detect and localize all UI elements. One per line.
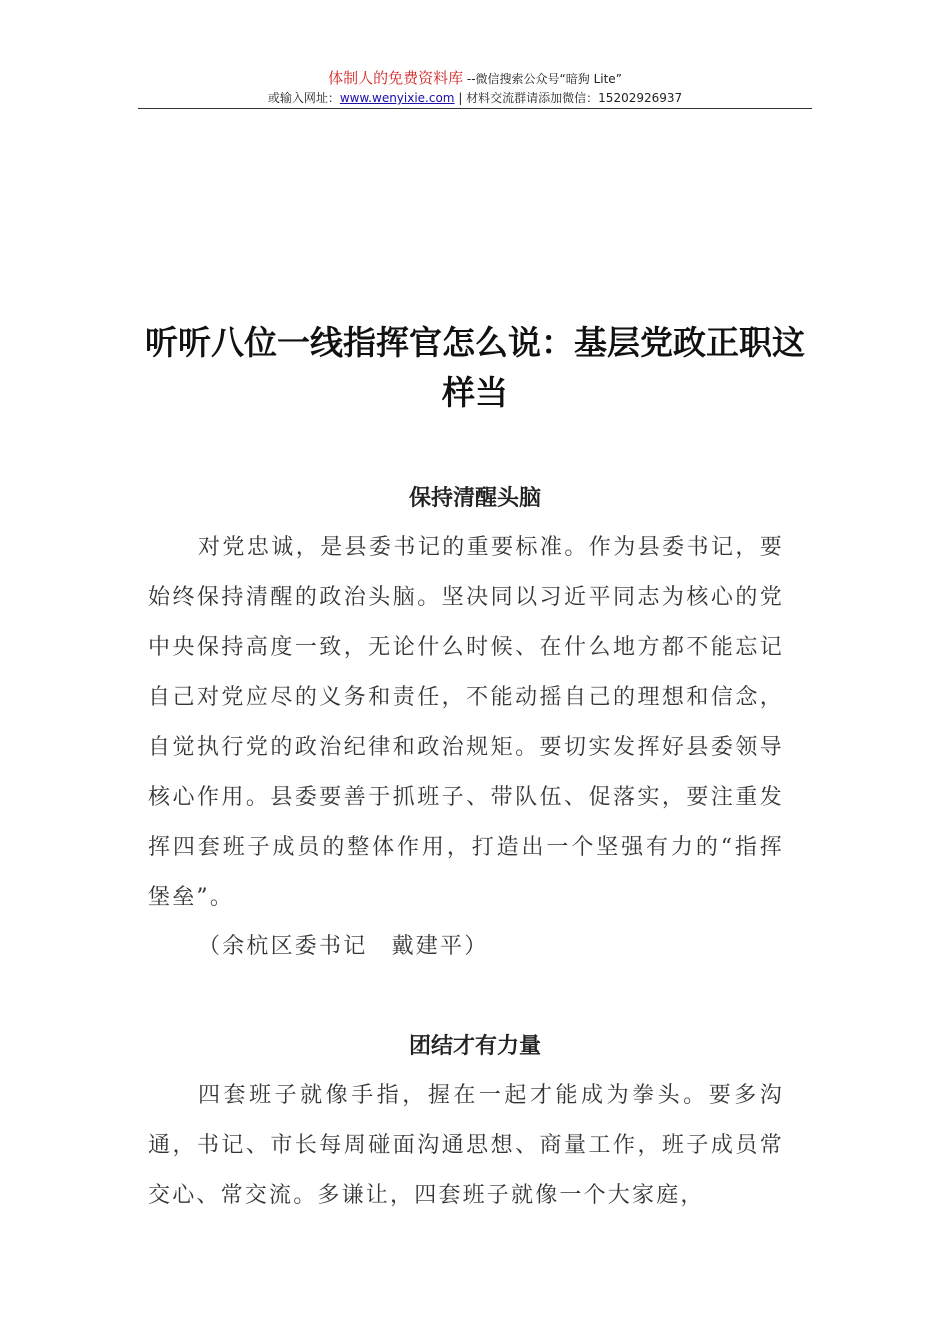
header-contact-line bbox=[138, 89, 812, 107]
section-paragraph: 四套班子就像手指，握在一起才能成为拳头。要多沟通，书记、市长每周碰面沟通思想、商量工作，班子成员常交心、常交流。多谦让，四套班子就像一个大家庭， bbox=[148, 1083, 784, 1208]
header-promo-line bbox=[138, 68, 812, 89]
contact-info: | 材料交流群请添加微信：15202926937 bbox=[454, 91, 683, 105]
page-header bbox=[138, 68, 812, 107]
url-prefix: 或输入网址： bbox=[267, 91, 340, 105]
brand-name: 体制人的免费资料库 bbox=[328, 69, 464, 87]
header-tagline: --微信搜索公众号“暗狗 Lite” bbox=[463, 72, 622, 86]
section-paragraph: 对党忠诚，是县委书记的重要标准。作为县委书记，要始终保持清醒的政治头脑。坚决同以习近平同志为核心的党中央保持高度一致，无论什么时候、在什么地方都不能忘记自己对党应尽的义务和责任，不能动摇自己的理想和信念，自觉执行党的政治纪律和政治规矩。要切实发挥好县委领导核心作用。县委要善于抓班子、带队伍、促落实，要注重发挥四套班子成员的整体作用，打造出一个坚强有力的“指挥堡垒”。 bbox=[148, 535, 784, 910]
section-heading: 保持清醒头脑 bbox=[408, 486, 541, 511]
document-title: 听听八位一线指挥官怎么说：基层党政正职这样当 bbox=[145, 323, 805, 412]
section-signature: （余杭区委书记 戴建平） bbox=[198, 934, 489, 959]
header-divider bbox=[138, 108, 812, 109]
website-link[interactable]: www.wenyixie.com bbox=[339, 91, 455, 105]
section-heading: 团结才有力量 bbox=[408, 1034, 541, 1059]
